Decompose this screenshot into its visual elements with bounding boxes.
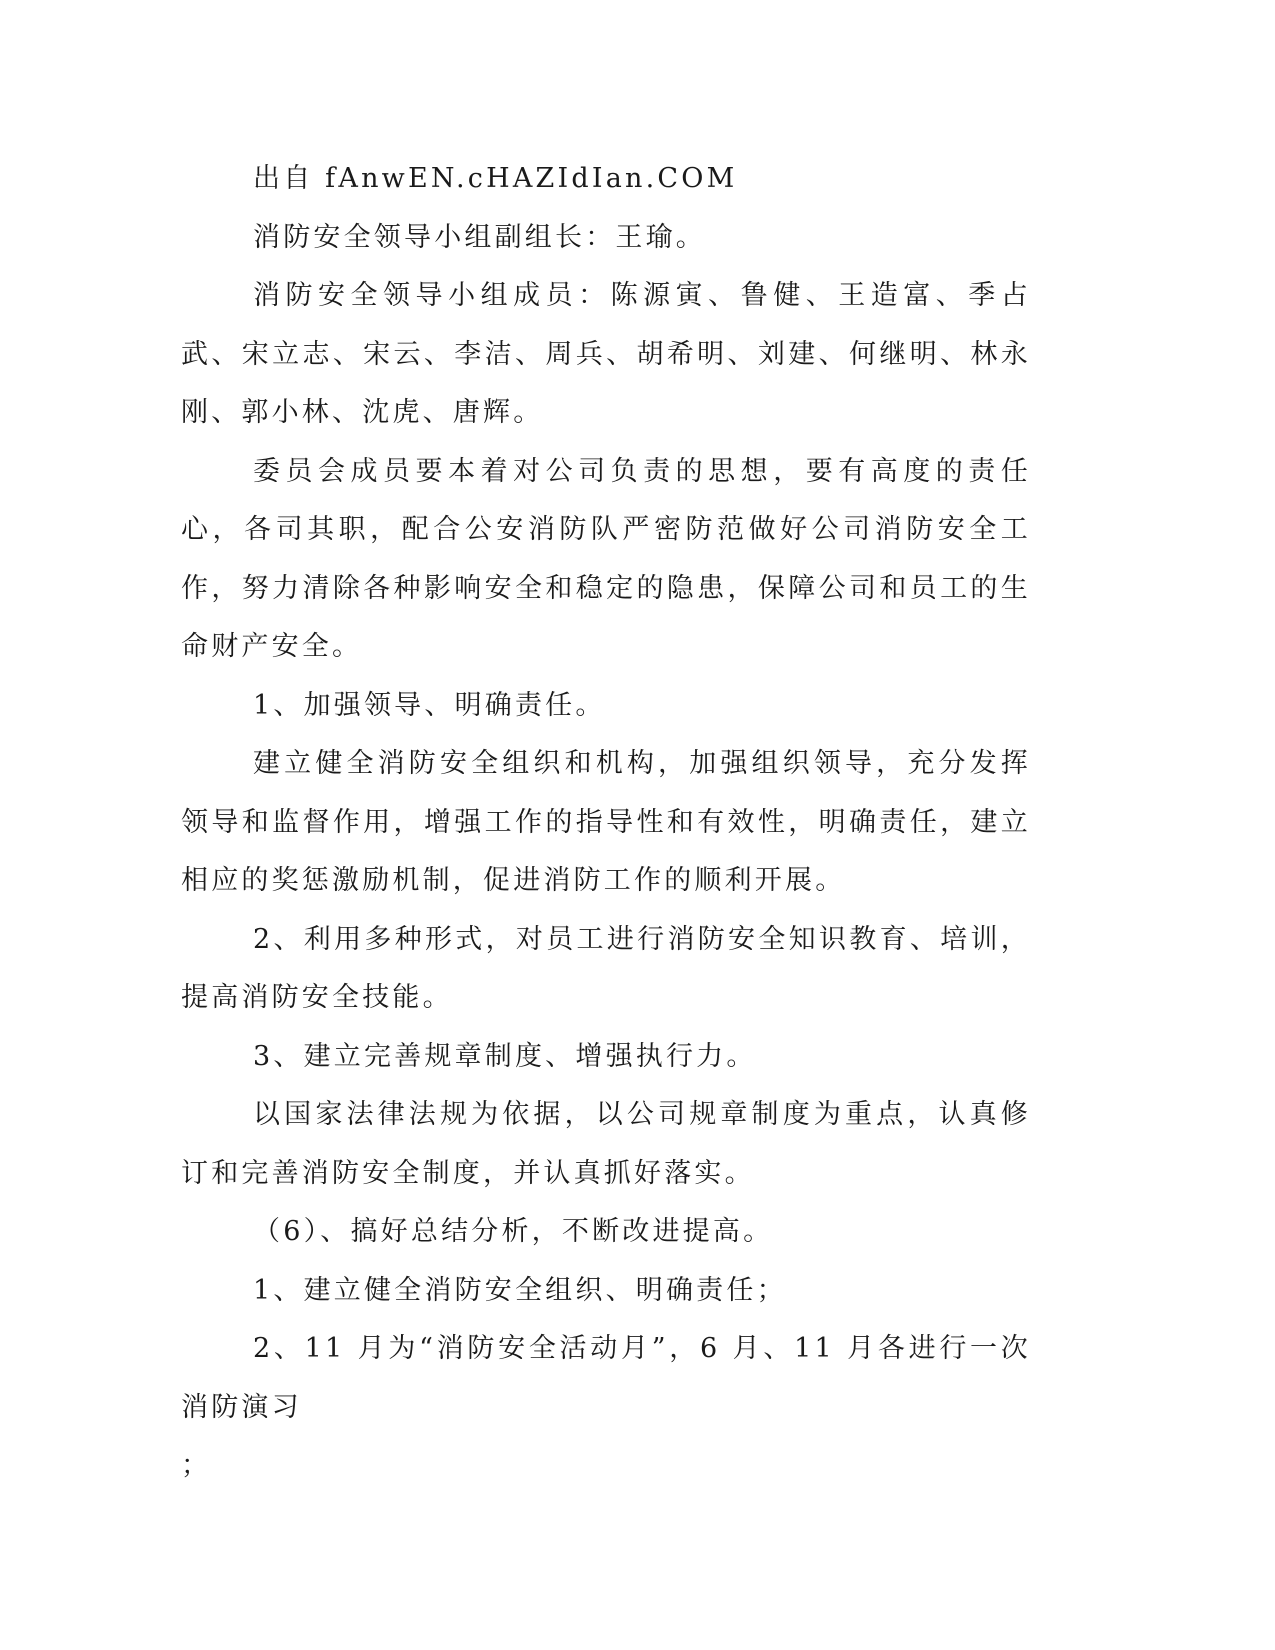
document-body [181, 150, 1031, 1496]
source-line: 出自 fAnwEN.cHAZIdIan.COM [253, 163, 738, 194]
members-paragraph: 消防安全领导小组成员：陈源寅、鲁健、王造富、季占武、宋立志、宋云、李洁、周兵、胡希明、刘建、何继明、林永刚、郭小林、沈虎、唐辉。 [181, 280, 1031, 428]
deputy-leader-line: 消防安全领导小组副组长：王瑜。 [253, 221, 706, 253]
organization-paragraph: 建立健全消防安全组织和机构，加强组织领导，充分发挥领导和监督作用，增强工作的指导性和有效性，明确责任，建立相应的奖惩激励机制，促进消防工作的顺利开展。 [181, 748, 1031, 896]
regulations-paragraph: 以国家法律法规为依据，以公司规章制度为重点，认真修订和完善消防安全制度，并认真抓好落实。 [181, 1099, 1031, 1189]
list-item-2: 2、11 月为“消防安全活动月”，6 月、11 月各进行一次消防演习 [181, 1333, 1031, 1423]
section-heading-1: 1、加强领导、明确责任。 [253, 689, 606, 721]
trailing-punctuation: ； [181, 1450, 212, 1481]
training-paragraph: 2、利用多种形式，对员工进行消防安全知识教育、培训，提高消防安全技能。 [181, 923, 1031, 1013]
summary-line: （6）、搞好总结分析，不断改进提高。 [253, 1216, 774, 1247]
section-heading-3: 3、建立完善规章制度、增强执行力。 [253, 1040, 757, 1072]
committee-duty-paragraph: 委员会成员要本着对公司负责的思想，要有高度的责任心，各司其职，配合公安消防队严密防范做好公司消防安全工作，努力清除各种影响安全和稳定的隐患，保障公司和员工的生命财产安全。 [181, 455, 1031, 662]
list-item-1: 1、建立健全消防安全组织、明确责任； [253, 1274, 787, 1306]
